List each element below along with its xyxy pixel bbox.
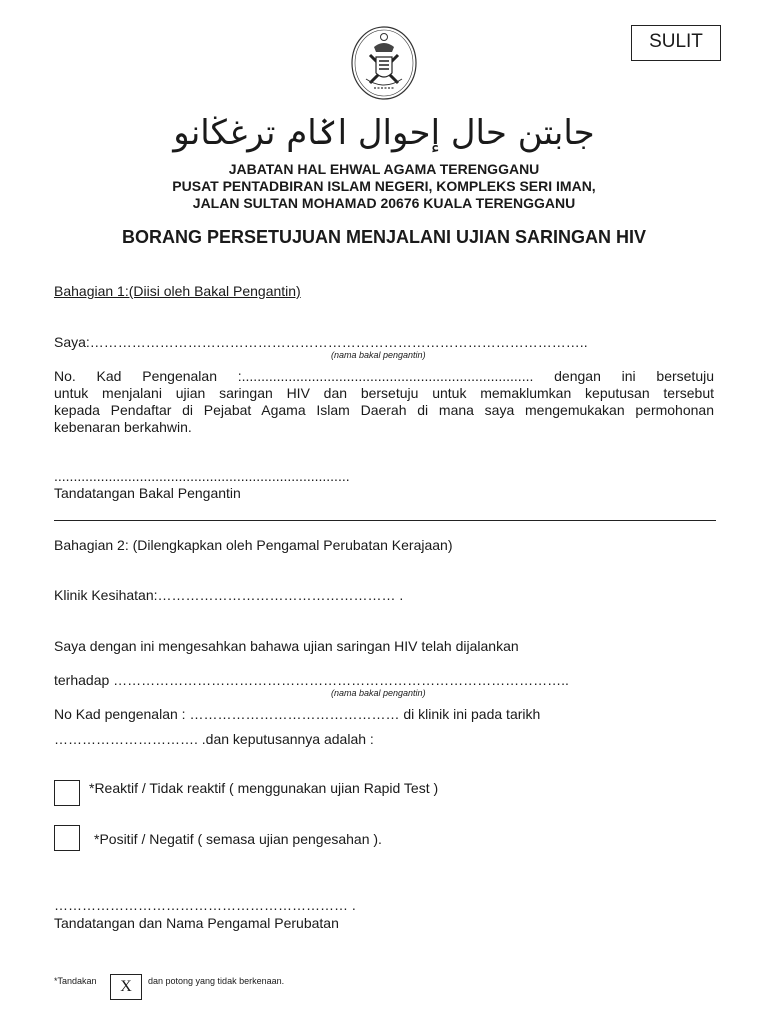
state-crest-logo xyxy=(350,25,418,101)
patient-name-hint: (nama bakal pengantin) xyxy=(331,688,426,698)
rapid-test-option-label: *Reaktif / Tidak reaktif ( menggunakan ujian Rapid Test ) xyxy=(89,780,439,796)
confirmation-test-checkbox[interactable] xyxy=(54,825,80,851)
patient-ic-field[interactable]: No Kad pengenalan : ……………………………………… di klinik ini pada tarikh xyxy=(54,706,541,722)
applicant-signature-label: Tandatangan Bakal Pengantin xyxy=(54,485,241,501)
part2-heading: Bahagian 2: (Dilengkapkan oleh Pengamal Perubatan Kerajaan) xyxy=(54,537,453,553)
applicant-signature-field[interactable]: ............................................................................ xyxy=(54,468,350,484)
patient-name-field[interactable]: terhadap …………………………………………………………………………………….. xyxy=(54,672,569,688)
consent-paragraph xyxy=(54,368,714,436)
department-address-line-1: PUSAT PENTADBIRAN ISLAM NEGERI, KOMPLEKS SERI IMAN, xyxy=(172,178,596,194)
example-mark-box: X xyxy=(110,974,142,1000)
department-name: JABATAN HAL EHWAL AGAMA TERENGGANU xyxy=(228,161,540,177)
rapid-test-checkbox[interactable] xyxy=(54,780,80,806)
section-divider xyxy=(54,520,716,521)
practitioner-signature-label: Tandatangan dan Nama Pengamal Perubatan xyxy=(54,915,339,931)
department-address-line-2: JALAN SULTAN MOHAMAD 20676 KUALA TERENGGANU xyxy=(192,195,576,211)
consent-line-ic[interactable]: No. Kad Pengenalan :........................................................................... dengan ini bersetuju xyxy=(54,368,714,384)
consent-line: kebenaran berkahwin. xyxy=(54,419,192,435)
applicant-name-field[interactable]: Saya:…………………………………………………………………………………………….. xyxy=(54,334,588,350)
consent-line: untuk menjalani ujian saringan HIV dan bersetuju untuk memaklumkan keputusan tersebut xyxy=(54,385,714,401)
confirmation-test-option-label: *Positif / Negatif ( semasa ujian pengesahan ). xyxy=(94,831,382,847)
classification-label: SULIT xyxy=(631,25,721,61)
footnote-suffix: dan potong yang tidak berkenaan. xyxy=(148,976,285,986)
form-title: BORANG PERSETUJUAN MENJALANI UJIAN SARINGAN HIV xyxy=(121,227,647,247)
confirmation-statement: Saya dengan ini mengesahkan bahawa ujian saringan HIV telah dijalankan xyxy=(54,638,519,654)
applicant-name-hint: (nama bakal pengantin) xyxy=(331,350,426,360)
part1-heading: Bahagian 1:(Diisi oleh Bakal Pengantin) xyxy=(54,283,301,299)
jawi-department-title: جابتن حال إحوال اݢام ترغڬانو xyxy=(173,113,595,153)
test-date-field[interactable]: …………………………. .dan keputusannya adalah : xyxy=(54,731,374,747)
footnote-prefix: *Tandakan xyxy=(54,976,97,986)
practitioner-signature-field[interactable]: ……………………………………………………… . xyxy=(54,897,356,913)
clinic-field[interactable]: Klinik Kesihatan:…………………………………………… . xyxy=(54,587,404,603)
consent-line: kepada Pendaftar di Pejabat Agama Islam Daerah di mana saya mengemukakan permohonan xyxy=(54,402,714,418)
